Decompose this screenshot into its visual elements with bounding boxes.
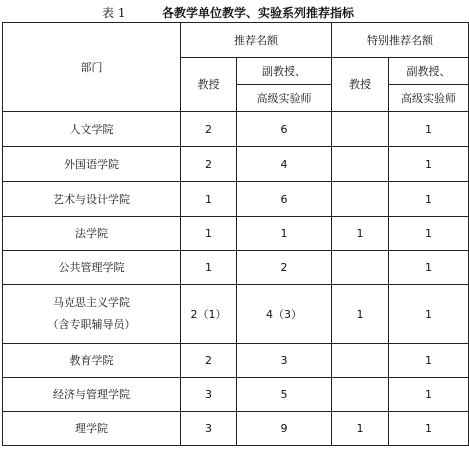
table-row [3,147,469,182]
table-row [3,378,469,412]
associate-count: 6 [237,112,332,147]
special-associate-count: 1 [389,217,469,251]
associate-count: 1 [237,217,332,251]
department-note: （含专职辅导员） [47,318,136,331]
special-associate-count: 1 [389,251,469,285]
associate-count: 4（3） [237,285,332,344]
special-professor-count [332,378,389,412]
professor-count: 1 [181,217,237,251]
header-special-associate-line1: 副教授、 [389,58,469,85]
department-cell [3,147,181,182]
associate-count: 5 [237,378,332,412]
header-associate-line2: 高级实验师 [237,85,332,112]
special-associate-count: 1 [389,412,469,446]
header-department: 部门 [3,23,181,112]
table-row [3,412,469,446]
department-name: 艺术与设计学院 [53,192,130,206]
header-special-quota: 特别推荐名额 [332,23,469,58]
special-professor-count [332,344,389,378]
associate-count: 6 [237,182,332,217]
department-name: 法学院 [75,227,108,240]
table-title: 各教学单位教学、实验系列推荐指标 [162,6,355,20]
special-professor-count: 1 [332,412,389,446]
special-professor-count: 1 [332,285,389,344]
special-associate-count: 1 [389,378,469,412]
department-cell [3,112,181,147]
professor-count: 2（1） [181,285,237,344]
professor-count: 3 [181,412,237,446]
table-number: 表 1 [102,6,126,20]
department-cell [3,412,181,446]
special-professor-count: 1 [332,217,389,251]
table-row [3,182,469,217]
department-name: 外国语学院 [64,157,119,171]
header-special-associate-line2: 高级实验师 [389,85,469,112]
header-special-professor: 教授 [332,58,389,112]
department-name: 理学院 [75,422,108,435]
header-recommend-quota: 推荐名额 [181,23,332,58]
table-row [3,251,469,285]
department-name: 公共管理学院 [58,261,125,274]
department-name: 马克思主义学院 [53,296,130,309]
table-row [3,285,469,344]
department-cell [3,285,181,344]
quota-table [2,22,469,446]
special-associate-count: 1 [389,182,469,217]
header-associate-line1: 副教授、 [237,58,332,85]
special-associate-count: 1 [389,344,469,378]
professor-count: 1 [181,182,237,217]
department-cell [3,344,181,378]
department-name: 教育学院 [69,354,114,367]
table-row [3,217,469,251]
special-professor-count [332,147,389,182]
associate-count: 3 [237,344,332,378]
professor-count: 2 [181,344,237,378]
header-professor: 教授 [181,58,237,112]
department-name: 人文学院 [69,122,114,136]
special-professor-count [332,251,389,285]
special-associate-count: 1 [389,147,469,182]
table-row [3,112,469,147]
department-cell [3,217,181,251]
associate-count: 4 [237,147,332,182]
professor-count: 2 [181,112,237,147]
special-professor-count [332,112,389,147]
department-cell [3,251,181,285]
table-row [3,344,469,378]
special-professor-count [332,182,389,217]
department-name: 经济与管理学院 [53,388,130,401]
professor-count: 3 [181,378,237,412]
associate-count: 2 [237,251,332,285]
special-associate-count: 1 [389,285,469,344]
associate-count: 9 [237,412,332,446]
header-row-1 [3,23,469,58]
department-cell [3,378,181,412]
table-caption [0,3,469,21]
professor-count: 1 [181,251,237,285]
special-associate-count: 1 [389,112,469,147]
department-cell [3,182,181,217]
professor-count: 2 [181,147,237,182]
